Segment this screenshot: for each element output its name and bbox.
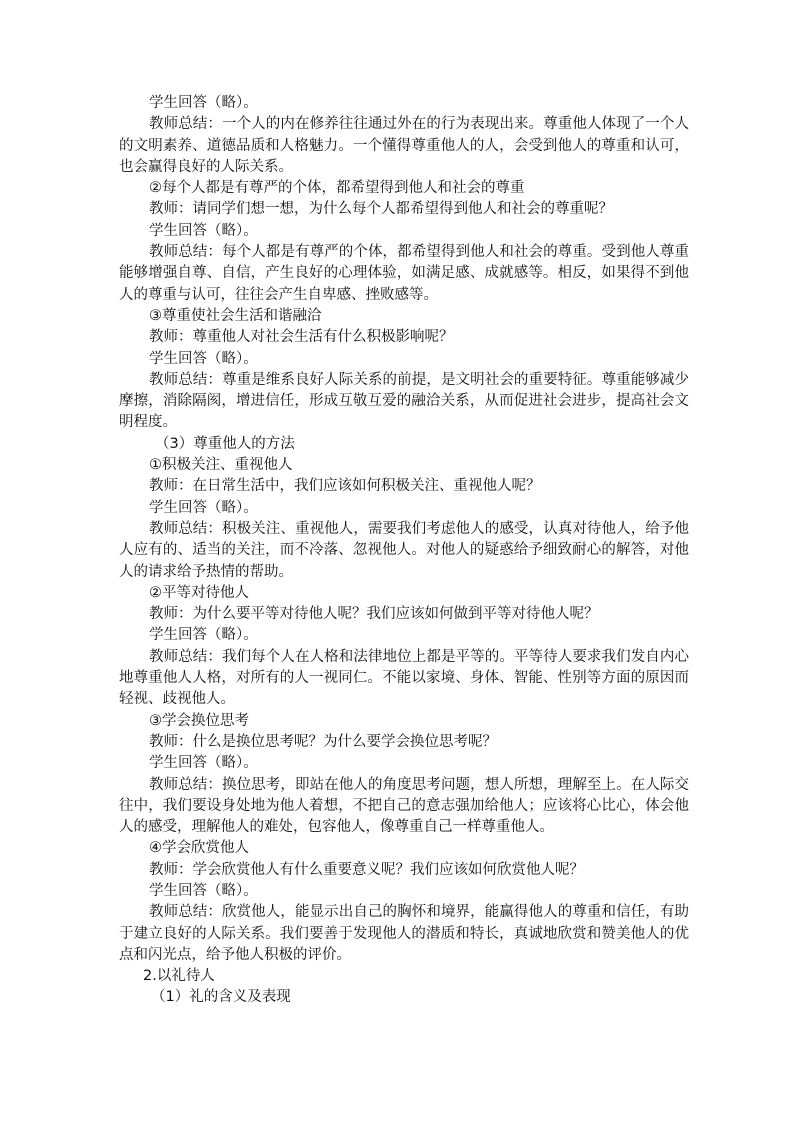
paragraph: ③学会换位思考 — [149, 712, 249, 729]
paragraph: ②每个人都是有尊严的个体，都希望得到他人和社会的尊重 — [149, 180, 525, 197]
section-heading: （3）尊重他人的方法 — [155, 435, 295, 452]
paragraph: ①积极关注、重视他人 — [149, 457, 293, 474]
paragraph: ③尊重使社会生活和谐融洽 — [149, 307, 322, 324]
paragraph: 学生回答（略）。 — [149, 95, 258, 111]
paragraph: 学生回答（略）。 — [149, 499, 258, 516]
paragraph: 教师：请同学们想一想，为什么每个人都希望得到他人和社会的尊重呢？ — [149, 201, 613, 218]
paragraph: 教师：学会欣赏他人有什么重要意义呢？我们应该如何欣赏他人呢？ — [149, 861, 584, 878]
section-heading: （1）礼的含义及表现 — [151, 989, 291, 1006]
paragraph: 教师总结：一个人的内在修养往往通过外在的行为表现出来。尊重他人体现了一个人的文明素养、道德品质和人格魅力。一个懂得尊重他人的人，会受到他人的尊重和认可，也会赢得良好的人际关系。 — [119, 116, 689, 175]
paragraph: 学生回答（略）。 — [149, 755, 258, 772]
paragraph: 教师总结：换位思考，即站在他人的角度思考问题，想人所想，理解至上。在人际交往中，我们要设身处地为他人着想，不把自己的意志强加给他人；应该将心比心，体会他人的感受，理解他人的难处，包容他人，像尊重自己一样尊重他人。 — [119, 776, 689, 836]
paragraph: 教师：什么是换位思考呢？为什么要学会换位思考呢？ — [149, 733, 497, 750]
section-heading: 2.以礼待人 — [143, 968, 215, 985]
paragraph: 教师：尊重他人对社会生活有什么积极影响呢？ — [149, 329, 454, 346]
paragraph: ④学会欣赏他人 — [149, 840, 249, 857]
paragraph: 教师总结：欣赏他人，能显示出自己的胸怀和境界，能赢得他人的尊重和信任，有助于建立良好的人际关系。我们要善于发现他人的潜质和特长，真诚地欣赏和赞美他人的优点和闪光点，给予他人积极的评价。 — [119, 904, 689, 963]
document-body — [119, 93, 689, 1009]
paragraph: 学生回答（略）。 — [149, 627, 258, 644]
paragraph: 学生回答（略）。 — [149, 882, 258, 899]
paragraph: 教师总结：尊重是维系良好人际关系的前提，是文明社会的重要特征。尊重能够减少摩擦，消除隔阂，增进信任，形成互敬互爱的融洽关系，从而促进社会进步，提高社会文明程度。 — [119, 371, 689, 431]
paragraph: 学生回答（略）。 — [149, 222, 258, 239]
paragraph: 教师：为什么要平等对待他人呢？我们应该如何做到平等对待他人呢？ — [149, 606, 599, 623]
paragraph: 学生回答（略）。 — [149, 350, 258, 367]
paragraph: 教师总结：我们每个人在人格和法律地位上都是平等的。平等待人要求我们发自内心地尊重他人人格，对所有的人一视同仁。不能以家境、身体、智能、性别等方面的原因而轻视、歧视他人。 — [119, 648, 689, 708]
paragraph: 教师：在日常生活中，我们应该如何积极关注、重视他人呢？ — [149, 478, 541, 495]
paragraph: 教师总结：积极关注、重视他人，需要我们考虑他人的感受，认真对待他人，给予他人应有的、适当的关注，而不冷落、忽视他人。对他人的疑惑给予细致耐心的解答，对他人的请求给予热情的帮助。 — [119, 520, 689, 580]
paragraph: ②平等对待他人 — [149, 584, 249, 601]
paragraph: 教师总结：每个人都是有尊严的个体，都希望得到他人和社会的尊重。受到他人尊重能够增强自尊、自信，产生良好的心理体验，如满足感、成就感等。相反，如果得不到他人的尊重与认可，往往会产生自卑感、挫败感等。 — [119, 244, 689, 303]
